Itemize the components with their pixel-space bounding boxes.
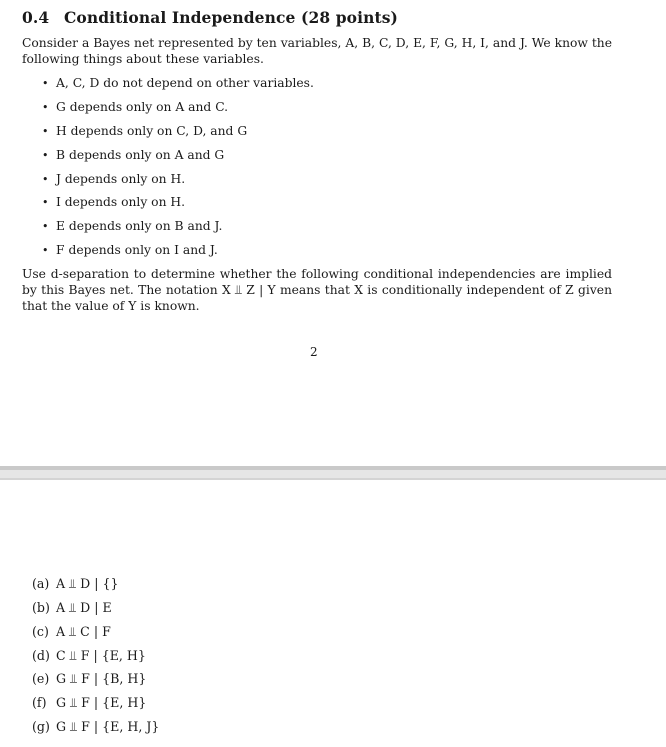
page-2 — [0, 480, 666, 747]
section-number: 0.4 — [22, 8, 50, 27]
intro-paragraph: Consider a Bayes net represented by ten variables, A, B, C, D, E, F, G, H, I, and J. We know the following things about these variables. — [22, 36, 612, 66]
section-heading — [22, 8, 398, 27]
bullet-icon: • — [42, 244, 49, 257]
list-item: • G depends only on A and C. — [42, 100, 229, 114]
bullet-icon: • — [42, 77, 49, 90]
list-item: • E depends only on B and J. — [42, 219, 223, 233]
query-item — [32, 671, 146, 687]
bullet-icon: • — [42, 149, 49, 162]
section-title: Conditional Independence (28 points) — [64, 8, 398, 27]
list-item: • I depends only on H. — [42, 195, 186, 209]
query-expression: G ⫫ F | {B, H} — [56, 671, 147, 686]
query-expression: A ⫫ D | E — [56, 600, 112, 615]
query-expression: A ⫫ C | F — [56, 624, 111, 639]
query-expression: A ⫫ D | {} — [56, 576, 119, 591]
bullet-icon: • — [42, 173, 49, 186]
query-item — [32, 600, 112, 616]
query-expression: G ⫫ F | {E, H, J} — [56, 719, 160, 734]
bullet-icon: • — [42, 101, 49, 114]
bullet-icon: • — [42, 196, 49, 209]
bullet-icon: • — [42, 125, 49, 138]
page-gap — [0, 470, 666, 478]
query-item — [32, 695, 146, 711]
query-expression: C ⫫ F | {E, H} — [56, 648, 146, 663]
instructions-paragraph: Use d-separation to determine whether the following conditional independencies are implied by this Bayes net. The notation X ⫫ Z | Y means that X is conditionally independent of Z given that the value of Y is known. — [22, 267, 612, 313]
list-item: • B depends only on A and G — [42, 148, 225, 162]
page-number: 2 — [310, 345, 318, 359]
query-label: (e) — [32, 671, 50, 686]
query-item — [32, 719, 159, 735]
query-label: (g) — [32, 719, 50, 734]
list-item: • J depends only on H. — [42, 172, 186, 186]
query-label: (a) — [32, 576, 50, 591]
list-item: • A, C, D do not depend on other variables. — [42, 76, 314, 90]
list-item: • F depends only on I and J. — [42, 243, 218, 257]
query-item — [32, 648, 146, 664]
query-item — [32, 624, 111, 640]
query-expression: G ⫫ F | {E, H} — [56, 695, 147, 710]
bullet-icon: • — [42, 220, 49, 233]
list-item: • H depends only on C, D, and G — [42, 124, 248, 138]
query-label: (b) — [32, 600, 50, 615]
query-label: (c) — [32, 624, 49, 639]
query-item — [32, 576, 119, 592]
query-label: (d) — [32, 648, 50, 663]
query-label: (f) — [32, 695, 47, 710]
